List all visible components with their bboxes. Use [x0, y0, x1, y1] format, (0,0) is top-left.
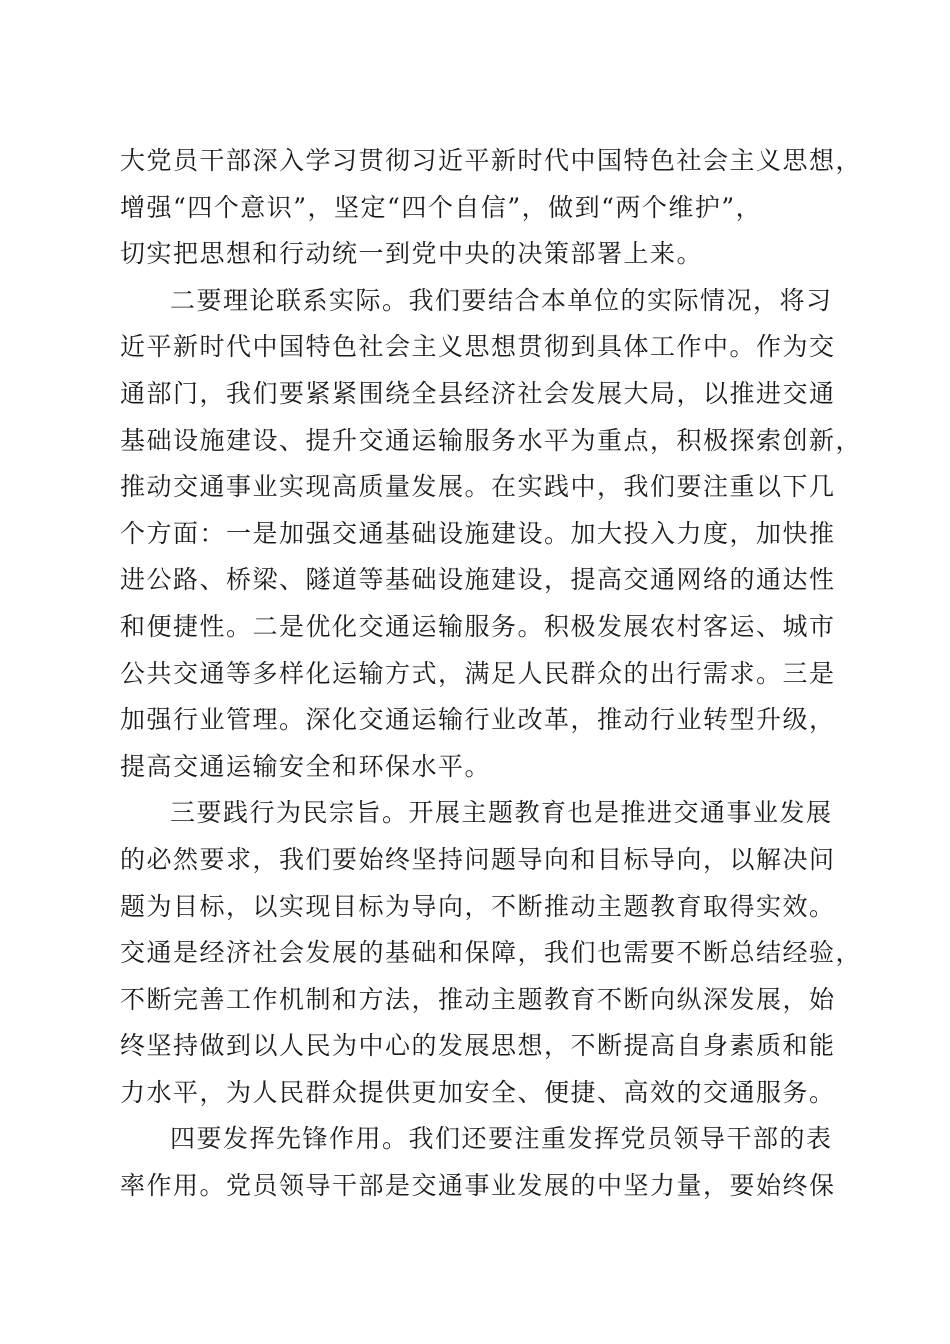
text-line: 增强“四个意识”，坚定“四个自信”，做到“两个维护”， — [120, 192, 763, 222]
text-line: 和便捷性。二是优化交通运输服务。积极发展农村客运、城市 — [120, 611, 836, 641]
text-line: 题为目标，以实现目标为导向，不断推动主题教育取得实效。 — [120, 891, 836, 921]
paragraph-start-line: 四要发挥先锋作用。我们还要注重发挥党员领导干部的表 — [170, 1124, 833, 1154]
text-line: 的必然要求，我们要始终坚持问题导向和目标导向，以解决问 — [120, 844, 836, 874]
text-line: 力水平，为人民群众提供更加安全、便捷、高效的交通服务。 — [120, 1077, 836, 1107]
text-line: 不断完善工作机制和方法，推动主题教育不断向纵深发展，始 — [120, 984, 836, 1014]
text-line: 推动交通事业实现高质量发展。在实践中，我们要注重以下几 — [120, 472, 836, 502]
text-line: 切实把思想和行动统一到党中央的决策部署上来。 — [120, 239, 704, 269]
text-line: 公共交通等多样化运输方式，满足人民群众的出行需求。三是 — [120, 658, 836, 688]
document-body — [120, 138, 863, 1210]
text-line: 基础设施建设、提升交通运输服务水平为重点，积极探索创新， — [120, 425, 863, 455]
text-line: 终坚持做到以人民为中心的发展思想，不断提高自身素质和能 — [120, 1031, 836, 1061]
text-line: 提高交通运输安全和环保水平。 — [120, 751, 492, 781]
text-line: 进公路、桥梁、隧道等基础设施建设，提高交通网络的通达性 — [120, 565, 836, 595]
text-line: 交通是经济社会发展的基础和保障，我们也需要不断总结经验， — [120, 938, 863, 968]
text-line: 大党员干部深入学习贯彻习近平新时代中国特色社会主义思想， — [120, 146, 863, 175]
text-line: 率作用。党员领导干部是交通事业发展的中坚力量，要始终保 — [120, 1171, 836, 1201]
paragraph-start-line: 二要理论联系实际。我们要结合本单位的实际情况，将习 — [170, 285, 833, 315]
text-line: 通部门，我们要紧紧围绕全县经济社会发展大局，以推进交通 — [120, 378, 836, 408]
text-line: 近平新时代中国特色社会主义思想贯彻到具体工作中。作为交 — [120, 332, 836, 362]
text-line: 加强行业管理。深化交通运输行业改革，推动行业转型升级， — [120, 705, 836, 735]
text-line: 个方面：一是加强交通基础设施建设。加大投入力度，加快推 — [120, 518, 836, 548]
paragraph-start-line: 三要践行为民宗旨。开展主题教育也是推进交通事业发展 — [170, 798, 833, 828]
